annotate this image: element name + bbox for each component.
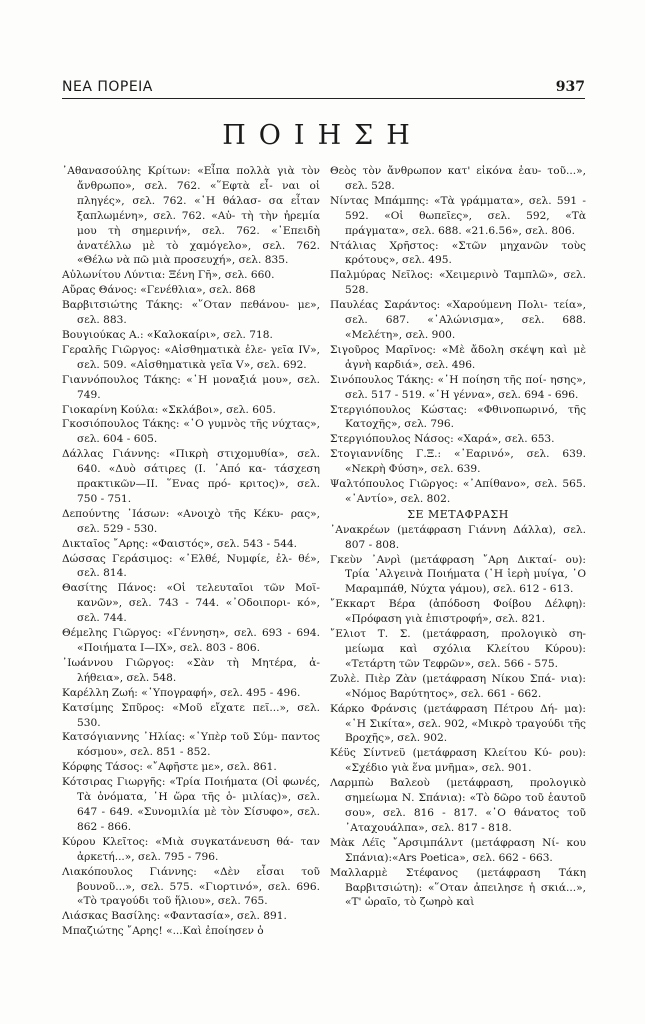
index-entry: Κότσιρας Γιωργῆς: «Τρία Ποιήματα (Οἱ φωνές, Τὰ ὀνόματα, ῾Η ὥρα τῆς ὁ- μιλίας)», σελ. 647 - 649. «Συνομιλία μὲ τὸν Σίσυφο», σελ. 862 - 866. <box>62 776 320 833</box>
index-entry: Λιάσκας Βασίλης: «Φαντασία», σελ. 891. <box>62 910 287 923</box>
index-entry: Παλμύρας Νεῖλος: «Χειμερινὸ Ταμπλῶ», σελ. 528. <box>330 269 586 297</box>
journal-name: ΝΕΑ ΠΟΡΕΙΑ <box>62 79 153 95</box>
index-entry: Γιοκαρίνη Κούλα: «Σκλάβοι», σελ. 605. <box>62 403 276 416</box>
index-entry: ῎Εκκαρτ Βέρα (ἀπόδοση Φοίβου Δέλφη): «Πρόφαση γιὰ ἐπιστροφή», σελ. 821. <box>330 598 586 626</box>
index-entry: Μὰκ Λέϊς ῎Αρσιμπάλντ (μετάφραση Νί- κου Σπάνια):«Ars Poetica», σελ. 662 - 663. <box>330 836 586 864</box>
index-entry: ᾿Αθανασούλης Κρίτων: «Εἶπα πολλὰ γιὰ τὸν ἄνθρωπο», σελ. 762. «῞Εφτὰ εἶ- ναι οἱ πληγές», σελ. 762. «῾Η θάλασ- σα εἶταν ξαπλωμένη», σελ. 762. «Αὐ- τὴ τὴν ἠρεμία μου τὴ σημερινή», σελ. 762. «᾿Επειδὴ ἀνατέλλω μὲ τὸ χαμόγελο», σελ. 762. «Θέλω νὰ πῶ μιὰ προσευχή», σελ. 835. <box>62 165 320 267</box>
index-entry: Δικταῖος ῎Αρης: «Φαιστός», σελ. 543 - 544. <box>62 537 298 550</box>
index-entry: Κέϋς Σίντνεϋ (μετάφραση Κλείτου Κύ- ρου): «Σχέδιο γιὰ ἕνα μνῆμα», σελ. 901. <box>330 747 586 775</box>
index-entry: Βουγιούκας Α.: «Καλοκαίρι», σελ. 718. <box>62 328 273 341</box>
right-column <box>330 164 586 910</box>
index-entry: Δεπούντης ᾿Ιάσων: «Ανοιχὸ τῆς Κέκυ- ρας», σελ. 529 - 530. <box>62 507 320 535</box>
index-entry: Παυλέας Σαράντος: «Χαρούμενη Πολι- τεία», σελ. 687. «᾿Αλώνισμα», σελ. 688. «Μελέτη», σελ. 900. <box>330 299 586 341</box>
index-entry: Κατσόγιαννης ᾿Ηλίας: «῾Υπὲρ τοῦ Σύμ- παντος κόσμου», σελ. 851 - 852. <box>62 731 320 759</box>
index-entry: ᾿Ανακρέων (μετάφραση Γιάννη Δάλλα), σελ. 807 - 808. <box>330 523 586 551</box>
index-entry: Κάρκο Φράνσις (μετάφραση Πέτρου Δή- μα): «῾Η Σικίτα», σελ. 902, «Μικρὸ τραγούδι τῆς Βροχῆς», σελ. 902. <box>330 702 586 745</box>
index-entry: Αὐλωνίτου Λύντια: Ξένη Γῆ», σελ. 660. <box>62 269 275 282</box>
running-head <box>62 76 585 99</box>
index-entry: Θέμελης Γιῶργος: «Γέννηση», σελ. 693 - 694. «Ποιήματα I—IX», σελ. 803 - 806. <box>62 627 320 654</box>
left-column <box>62 164 320 939</box>
index-entry: Θασίτης Πάνος: «Οἱ τελευταῖοι τῶν Μοϊ- κανῶν», σελ. 743 - 744. «᾿Οδοιπορι- κό», σελ. 744. <box>62 582 320 625</box>
index-entry: Λαρμπὼ Βαλεοὺ (μετάφραση, προλογικὸ σημείωμα Ν. Σπάνια): «Τὸ δῶρο τοῦ ἑαυτοῦ σου», σελ. 816 - 817. «῾Ο θάνατος τοῦ ᾿Αταχουάλπα», σελ. 817 - 818. <box>330 777 586 834</box>
index-entry: Σινόπουλος Τάκης: «῾Η ποίηση τῆς ποί- ησης», σελ. 517 - 519. «῾Η γέννα», σελ. 694 - 696. <box>330 373 586 401</box>
index-entry: Γκεὺν ᾿Ανρὶ (μετάφραση ῎Αρη Δικταί- ου): Τρία ᾿Αλγεινὰ Ποιήματα (῾Η ἱερὴ μυίγα, ῾Ο Μαραμπάθ, Νύχτα γάμου), σελ. 612 - 613. <box>330 553 586 596</box>
index-entry: Ζυλὲ. Πιὲρ Ζὰν (μετάφραση Νίκου Σπά- νια): «Νόμος Βαρύτητος», σελ. 661 - 662. <box>330 672 586 700</box>
index-entry: Βαρβιτσιώτης Τάκης: «῞Οταν πεθάνου- με», σελ. 883. <box>62 299 320 327</box>
index-entry: Γεραλῆς Γιῶργος: «Αἰσθηματικὰ ἐλε- γεῖα IV», σελ. 509. «Αἰσθηματικὰ γεῖα V», σελ. 692. <box>62 343 320 371</box>
index-entry: Κατσίμης Σπῦρος: «Μοῦ εἴχατε πεῖ...», σελ. 530. <box>62 701 320 729</box>
index-entry: Νίντας Μπάμπης: «Τὰ γράμματα», σελ. 591 - 592. «Οἱ θωπεῖες», σελ. 592, «Τὰ πράγματα», σελ. 688. «21.6.56», σελ. 806. <box>330 194 586 237</box>
index-entry: Δώσσας Γεράσιμος: «᾿Ελθέ, Νυμφίε, ἐλ- θέ», σελ. 814. <box>62 552 320 580</box>
index-entry: Ψαλτόπουλος Γιῶργος: «᾿Απίθανο», σελ. 565. «᾿Αντίο», σελ. 802. <box>330 478 586 505</box>
section-title: ΠΟΙΗΣΗ <box>222 120 423 151</box>
index-entry: Κύρου Κλεῖτος: «Μιὰ συγκατάνευση θά- ταν ἀρκετή...», σελ. 795 - 796. <box>62 835 320 863</box>
index-entry: Μαλλαρμὲ Στέφανος (μετάφραση Τάκη Βαρβιτσιώτη): «῞Οταν ἀπειλησε ἡ σκιά...», «Τ' ὡραῖο, τὸ ζωηρὸ καὶ <box>330 866 586 909</box>
index-entry: Θεὸς τὸν ἄνθρωπον κατ' εἰκόνα ἑαυ- τοῦ...», σελ. 528. <box>330 165 586 192</box>
index-entry: Δάλλας Γιάννης: «Πικρὴ στιχομυθία», σελ. 640. «Δυὸ σάτιρες (I. ᾿Από κα- τάσχεση πρακτικῶν—II. ῞Ενας πρό- κριτος)», σελ. 750 - 751. <box>62 448 320 505</box>
index-entry: Μπαζιώτης ῎Αρης! «...Καὶ ἐποίησεν ὁ <box>62 925 264 938</box>
index-entry: Αὔρας Θάνος: «Γενέθλια», σελ. 868 <box>62 284 256 297</box>
index-entry: Καρέλλη Ζωή: «῾Υπογραφή», σελ. 495 - 496. <box>62 686 301 699</box>
index-entry: Σιγοῦρος Μαρῖνος: «Μὲ ἄδολη σκέψη καὶ μὲ ἁγνὴ καρδιά», σελ. 496. <box>330 343 586 371</box>
index-entry: Κόρφης Τάσος: «῎Αφῆστε με», σελ. 861. <box>62 761 277 774</box>
index-entry: Στογιαννίδης Γ.Ξ.: «᾿Εαρινό», σελ. 639. «Νεκρὴ Φύση», σελ. 639. <box>330 448 586 476</box>
index-entry: Λιακόπουλος Γιάννης: «Δὲν εἶσαι τοῦ βουνοῦ...», σελ. 575. «Γιορτινό», σελ. 696. «Τὸ τραγούδι τοῦ ἥλιου», σελ. 765. <box>62 865 320 908</box>
index-entry: Γιαννόπουλος Τάκης: «῾Η μοναξιά μου», σελ. 749. <box>62 373 320 401</box>
index-entry: ῎Ελιοτ Τ. Σ. (μετάφραση, προλογικὸ ση- μείωμα καὶ σχόλια Κλείτου Κύρου): «Τετάρτη τῶν Τεφρῶν», σελ. 566 - 575. <box>330 628 586 670</box>
index-entry: Στεργιόπουλος Νάσος: «Χαρά», σελ. 653. <box>330 433 555 446</box>
index-entry: Στεργιόπουλος Κώστας: «Φθινοπωρινό, τῆς Κατοχῆς», σελ. 796. <box>330 403 586 431</box>
page-number: 937 <box>555 79 585 95</box>
index-entry: Γκοσιόπουλος Τάκης: «῾Ο γυμνὸς τῆς νύχτας», σελ. 604 - 605. <box>62 418 320 446</box>
index-entry: Ντάλιας Χρῆστος: «Στῶν μηχανῶν τοὺς κρότους», σελ. 495. <box>330 239 586 267</box>
translation-subhead: ΣΕ ΜΕΤΑΦΡΑΣΗ <box>407 507 509 521</box>
index-entry: ᾿Ιωάννου Γιῶργος: «Σὰν τὴ Μητέρα, ἀ- λήθεια», σελ. 548. <box>62 656 320 684</box>
